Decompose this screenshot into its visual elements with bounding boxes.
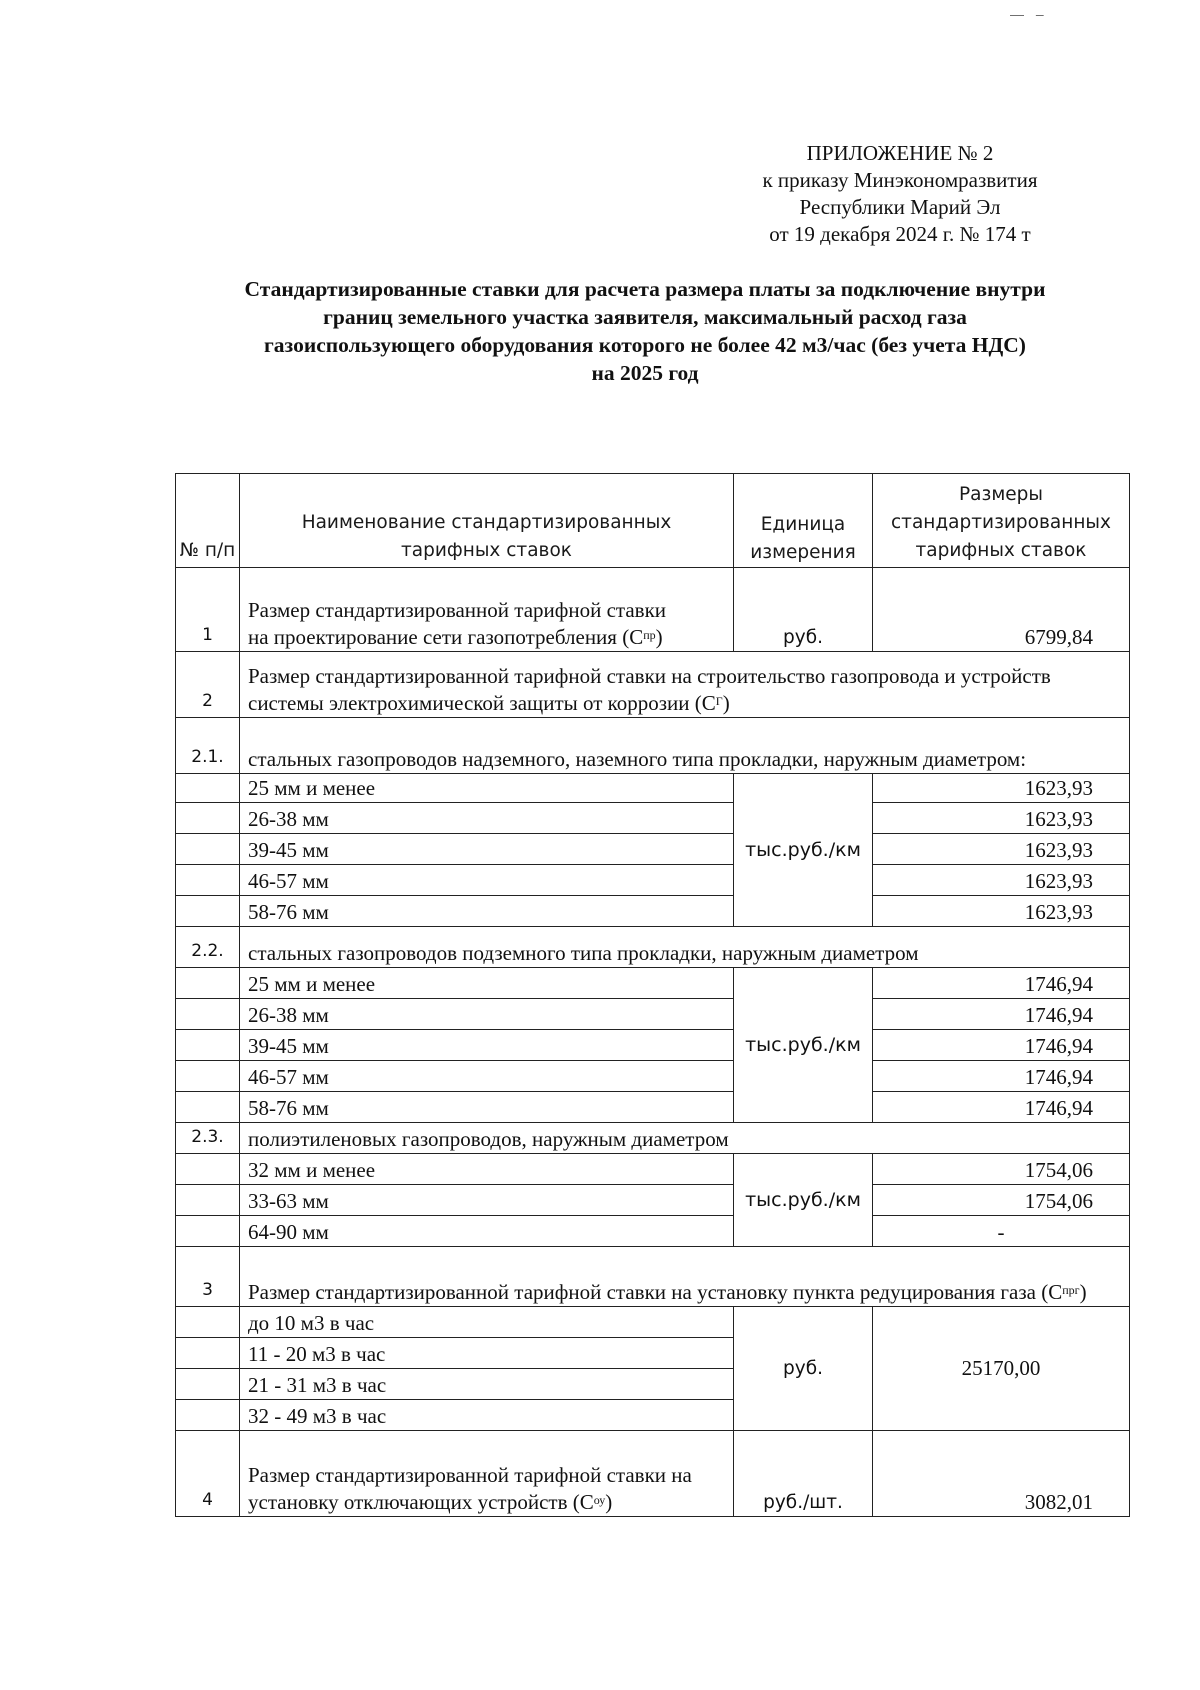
title-line: газоиспользующего оборудования которого не более 42 м3/час (без учета НДС) xyxy=(264,333,1026,357)
list-item: 32 - 49 м3 в час xyxy=(240,1400,734,1431)
table-row xyxy=(176,999,1130,1030)
row-name: Размер стандартизированной тарифной ставки на проектирование сети газопотребления $(С^{пр})$ xyxy=(240,568,734,652)
list-item: 39-45 мм xyxy=(240,1030,734,1061)
table-row xyxy=(176,834,1130,865)
table-row xyxy=(176,1216,1130,1247)
row-value: 3082,01 xyxy=(873,1431,1130,1517)
list-item: 33-63 мм xyxy=(240,1185,734,1216)
header-size: Размеры стандартизированных тарифных ставок xyxy=(873,474,1130,568)
row-name: стальных газопроводов надземного, наземного типа прокладки, наружным диаметром: xyxy=(240,718,1130,774)
row-value: 1746,94 xyxy=(873,1092,1130,1123)
row-value: 1623,93 xyxy=(873,803,1130,834)
row-name: Размер стандартизированной тарифной ставки на установку пункта редуцирования газа $(С^{прг})$ xyxy=(240,1247,1130,1307)
appendix-number: ПРИЛОЖЕНИЕ № 2 xyxy=(806,141,994,165)
row-value: - xyxy=(873,1216,1130,1247)
row-value: 25170,00 xyxy=(873,1307,1130,1431)
row-value: 1623,93 xyxy=(873,834,1130,865)
list-item: до 10 м3 в час xyxy=(240,1307,734,1338)
tariff-table xyxy=(175,473,1130,1517)
table-row xyxy=(176,1123,1130,1154)
row-name: Размер стандартизированной тарифной ставки на строительство газопровода и устройств системы электрохимической защиты от коррозии $(С^Г)$ xyxy=(240,652,1130,718)
table-row xyxy=(176,718,1130,774)
appendix-date: от 19 декабря 2024 г. № 174 т xyxy=(769,222,1031,246)
table-row xyxy=(176,652,1130,718)
row-unit: руб./шт. xyxy=(734,1431,873,1517)
row-unit: тыс.руб./км xyxy=(734,774,873,927)
appendix-order-ref: к приказу Минэкономразвития xyxy=(762,168,1038,192)
row-unit: тыс.руб./км xyxy=(734,1154,873,1247)
table-row xyxy=(176,1030,1130,1061)
table-row xyxy=(176,896,1130,927)
row-name: Размер стандартизированной тарифной ставки на установку отключающих устройств $(С^{оу})$ xyxy=(240,1431,734,1517)
title-line: на 2025 год xyxy=(591,361,699,385)
table-row xyxy=(176,1154,1130,1185)
table-row xyxy=(176,1061,1130,1092)
row-value: 6799,84 xyxy=(873,568,1130,652)
table-row xyxy=(176,968,1130,999)
header-name: Наименование стандартизированных тарифных ставок xyxy=(240,474,734,568)
table-row xyxy=(176,1092,1130,1123)
appendix-header xyxy=(740,140,1060,248)
row-name: полиэтиленовых газопроводов, наружным диаметром xyxy=(240,1123,1130,1154)
table-row xyxy=(176,568,1130,652)
row-number: 3 xyxy=(176,1247,240,1307)
header-num: № п/п xyxy=(176,474,240,568)
row-value: 1746,94 xyxy=(873,968,1130,999)
list-item: 25 мм и менее xyxy=(240,968,734,999)
table-row xyxy=(176,1185,1130,1216)
table-row xyxy=(176,927,1130,968)
row-value: 1746,94 xyxy=(873,1061,1130,1092)
table-header-row xyxy=(176,474,1130,568)
row-number: 2.1. xyxy=(176,718,240,774)
row-value: 1623,93 xyxy=(873,865,1130,896)
row-unit: руб. xyxy=(734,1307,873,1431)
list-item: 26-38 мм xyxy=(240,999,734,1030)
list-item: 39-45 мм xyxy=(240,834,734,865)
list-item: 25 мм и менее xyxy=(240,774,734,803)
title-line: Стандартизированные ставки для расчета размера платы за подключение внутри xyxy=(244,277,1046,301)
row-value: 1746,94 xyxy=(873,999,1130,1030)
list-item: 58-76 мм xyxy=(240,1092,734,1123)
title-line: границ земельного участка заявителя, максимальный расход газа xyxy=(323,305,967,329)
list-item: 58-76 мм xyxy=(240,896,734,927)
row-value: 1623,93 xyxy=(873,774,1130,803)
row-unit: тыс.руб./км xyxy=(734,968,873,1123)
list-item: 32 мм и менее xyxy=(240,1154,734,1185)
row-value: 1746,94 xyxy=(873,1030,1130,1061)
list-item: 21 - 31 м3 в час xyxy=(240,1369,734,1400)
row-number: 2.3. xyxy=(176,1123,240,1154)
appendix-region: Республики Марий Эл xyxy=(799,195,1001,219)
row-value: 1754,06 xyxy=(873,1185,1130,1216)
row-number: 2 xyxy=(176,652,240,718)
list-item: 64-90 мм xyxy=(240,1216,734,1247)
table-row xyxy=(176,865,1130,896)
row-value: 1623,93 xyxy=(873,896,1130,927)
row-number: 4 xyxy=(176,1431,240,1517)
table-row xyxy=(176,803,1130,834)
header-unit: Единица измерения xyxy=(734,474,873,568)
scan-corner-mark: — – xyxy=(1010,6,1048,22)
row-name: стальных газопроводов подземного типа прокладки, наружным диаметром xyxy=(240,927,1130,968)
list-item: 26-38 мм xyxy=(240,803,734,834)
list-item: 46-57 мм xyxy=(240,865,734,896)
row-number: 2.2. xyxy=(176,927,240,968)
table-row xyxy=(176,1247,1130,1307)
row-unit: руб. xyxy=(734,568,873,652)
list-item: 11 - 20 м3 в час xyxy=(240,1338,734,1369)
document-title xyxy=(170,275,1120,387)
table-row xyxy=(176,774,1130,803)
table-row xyxy=(176,1307,1130,1338)
table-row xyxy=(176,1431,1130,1517)
row-value: 1754,06 xyxy=(873,1154,1130,1185)
row-number: 1 xyxy=(176,568,240,652)
list-item: 46-57 мм xyxy=(240,1061,734,1092)
